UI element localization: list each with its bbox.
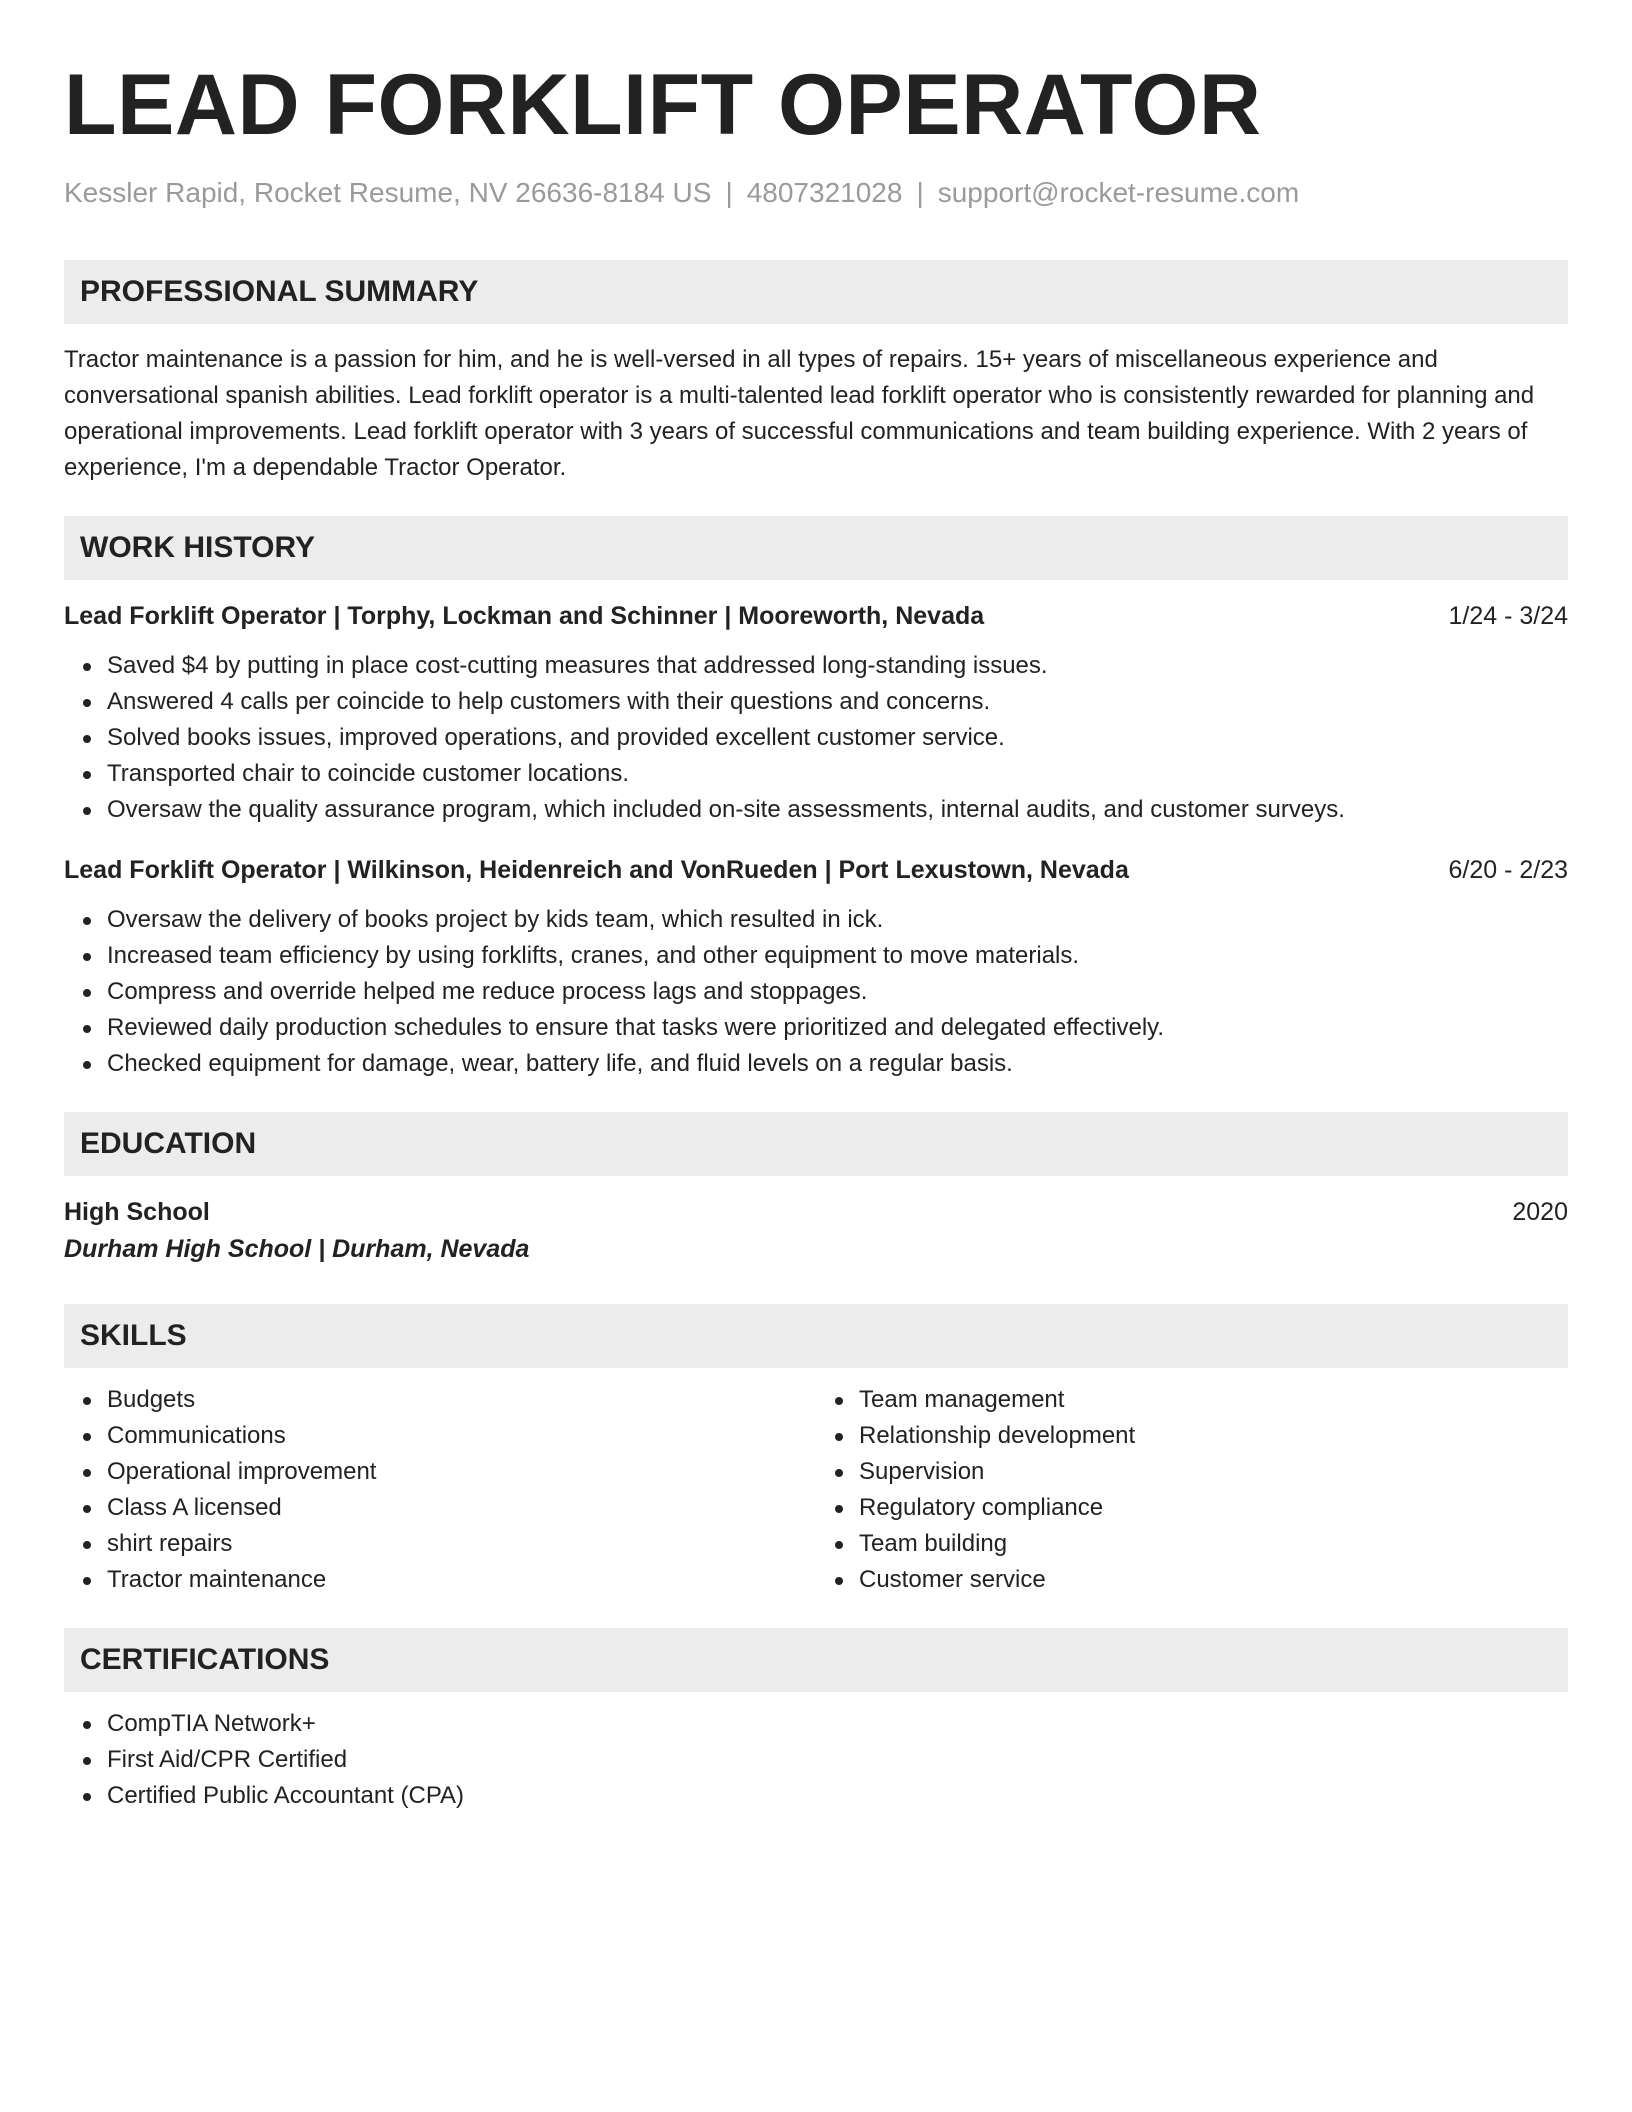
list-item: Compress and override helped me reduce process lags and stoppages. <box>107 974 1568 1010</box>
list-item: Answered 4 calls per coincide to help customers with their questions and concerns. <box>107 684 1568 720</box>
job-bullets <box>64 648 1568 828</box>
list-item: Class A licensed <box>107 1490 816 1526</box>
job-header <box>64 598 1568 634</box>
list-item: Operational improvement <box>107 1454 816 1490</box>
education-heading: EDUCATION <box>64 1112 1568 1176</box>
list-item: Tractor maintenance <box>107 1562 816 1598</box>
summary-heading: PROFESSIONAL SUMMARY <box>64 260 1568 324</box>
contact-phone: 4807321028 <box>746 177 903 208</box>
list-item: Communications <box>107 1418 816 1454</box>
education-entry <box>64 1194 1568 1268</box>
job-entry <box>64 598 1568 828</box>
contact-separator: | <box>725 177 733 208</box>
skills-section <box>64 1304 1568 1598</box>
certifications-list <box>64 1706 1568 1814</box>
list-item: CompTIA Network+ <box>107 1706 1568 1742</box>
resume-header <box>64 57 1568 210</box>
list-item: Oversaw the quality assurance program, which included on-site assessments, internal audits, and customer surveys. <box>107 792 1568 828</box>
contact-separator: | <box>916 177 924 208</box>
contact-line <box>64 176 1568 210</box>
education-header <box>64 1194 1568 1230</box>
list-item: shirt repairs <box>107 1526 816 1562</box>
certifications-heading: CERTIFICATIONS <box>64 1628 1568 1692</box>
list-item: Saved $4 by putting in place cost-cutting measures that addressed long-standing issues. <box>107 648 1568 684</box>
skills-list-right <box>816 1382 1568 1598</box>
education-school: Durham High School | Durham, Nevada <box>64 1234 530 1263</box>
list-item: Reviewed daily production schedules to ensure that tasks were prioritized and delegated effectively. <box>107 1010 1568 1046</box>
skills-heading: SKILLS <box>64 1304 1568 1368</box>
job-dates: 1/24 - 3/24 <box>1448 601 1568 630</box>
candidate-name: LEAD FORKLIFT OPERATOR <box>64 57 1262 153</box>
job-title: Lead Forklift Operator | Wilkinson, Heidenreich and VonRueden | Port Lexustown, Nevada <box>64 855 1129 884</box>
education-degree: High School <box>64 1197 210 1226</box>
job-header <box>64 852 1568 888</box>
list-item: Relationship development <box>859 1418 1568 1454</box>
education-year: 2020 <box>1512 1197 1568 1226</box>
list-item: Increased team efficiency by using forklifts, cranes, and other equipment to move materials. <box>107 938 1568 974</box>
job-bullets <box>64 902 1568 1082</box>
list-item: Team management <box>859 1382 1568 1418</box>
list-item: Budgets <box>107 1382 816 1418</box>
list-item: Customer service <box>859 1562 1568 1598</box>
work-history-heading: WORK HISTORY <box>64 516 1568 580</box>
certifications-section <box>64 1628 1568 1814</box>
list-item: Transported chair to coincide customer locations. <box>107 756 1568 792</box>
education-section <box>64 1112 1568 1268</box>
contact-address: Kessler Rapid, Rocket Resume, NV 26636-8184 US <box>64 177 712 208</box>
job-title: Lead Forklift Operator | Torphy, Lockman and Schinner | Mooreworth, Nevada <box>64 601 985 630</box>
skills-list-left <box>64 1382 816 1598</box>
list-item: Solved books issues, improved operations, and provided excellent customer service. <box>107 720 1568 756</box>
skills-columns <box>64 1382 1568 1598</box>
list-item: Regulatory compliance <box>859 1490 1568 1526</box>
contact-email: support@rocket-resume.com <box>937 177 1300 208</box>
job-entry <box>64 852 1568 1082</box>
work-history-section <box>64 516 1568 1082</box>
list-item: Team building <box>859 1526 1568 1562</box>
summary-section <box>64 260 1568 486</box>
list-item: Checked equipment for damage, wear, battery life, and fluid levels on a regular basis. <box>107 1046 1568 1082</box>
job-dates: 6/20 - 2/23 <box>1448 855 1568 884</box>
list-item: Supervision <box>859 1454 1568 1490</box>
list-item: First Aid/CPR Certified <box>107 1742 1568 1778</box>
summary-text: Tractor maintenance is a passion for him, and he is well-versed in all types of repairs. 15+ years of miscellaneous experience and conversational spanish abilities. Lead forklift operator is a multi-talented lead forklift operator who is consistently rewarded for planning and operational improvements. Lead forklift operator with 3 years of successful communications and team building experience. With 2 years of experience, I'm a dependable Tractor Operator. <box>64 345 1535 481</box>
list-item: Certified Public Accountant (CPA) <box>107 1778 1568 1814</box>
list-item: Oversaw the delivery of books project by kids team, which resulted in ick. <box>107 902 1568 938</box>
